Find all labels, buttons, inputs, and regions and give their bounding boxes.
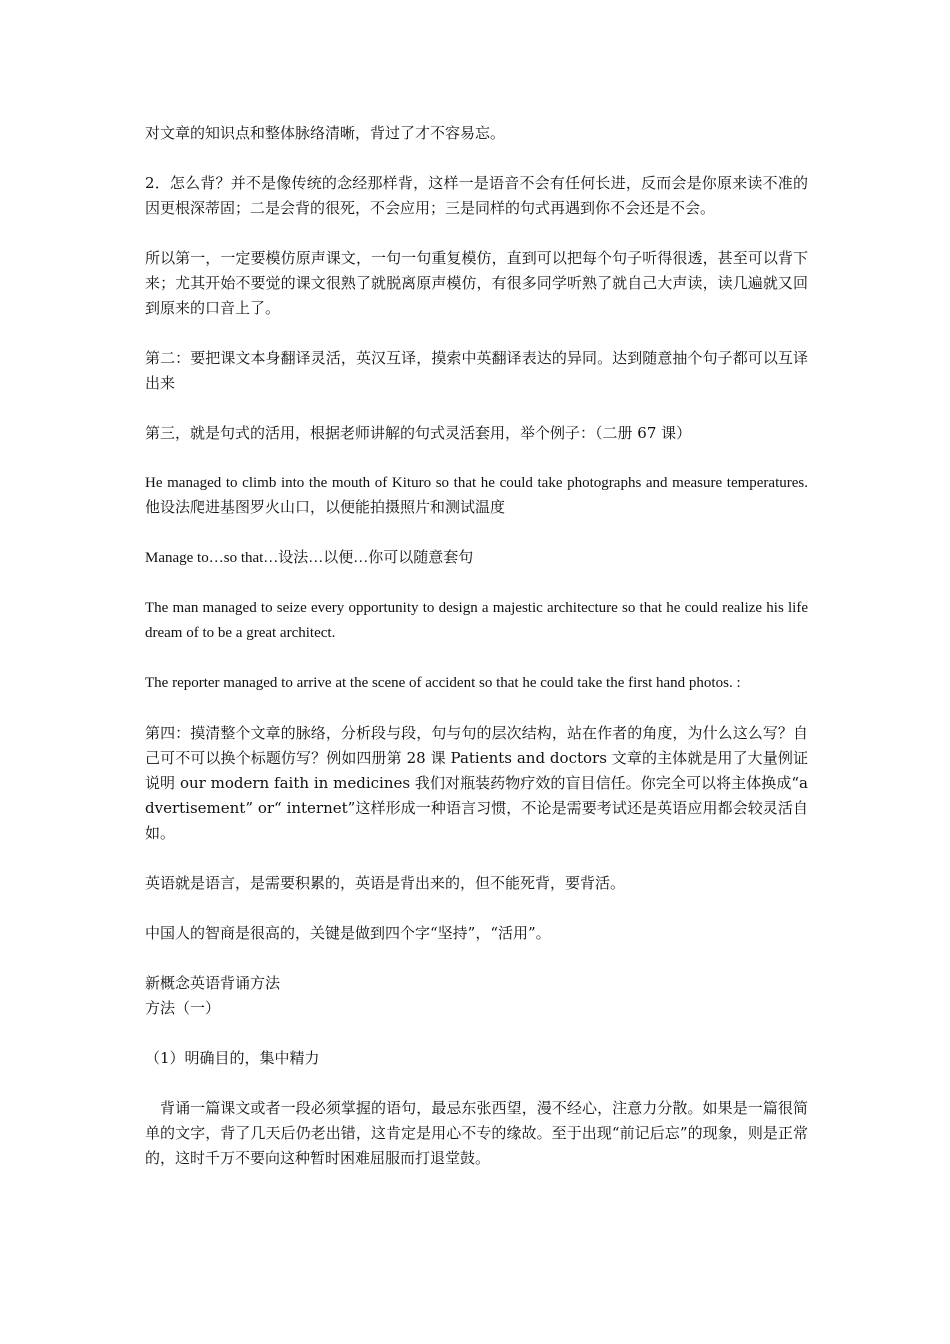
sentence-pattern: Manage to…so that…设法…以便…你可以随意套句 <box>145 550 474 566</box>
section-heading: 新概念英语背诵方法 <box>145 974 281 992</box>
paragraph: 中国人的智商是很高的，关键是做到四个字“坚持”，“活用”。 <box>145 924 551 942</box>
paragraph: 第四：摸清整个文章的脉络，分析段与段，句与句的层次结构，站在作者的角度，为什么这么写？自己可不可以换个标题仿写？例如四册第 28 课 Patients and doctors 文章的主体就是用了大量例证说明 our modern faith in medicines 我们对瓶装药物疗效的盲目信任。你完全可以将主体换成“advertisement” or“ internet”这样形成一种语言习惯，不论是需要考试还是英语应用都会较灵活自如。 <box>145 724 808 842</box>
example-sentence: He managed to climb into the mouth of Kituro so that he could take photographs and measure temperatures.他设法爬进基图罗火山口，以便能拍摄照片和测试温度 <box>145 475 808 516</box>
example-sentence: The man managed to seize every opportunity to design a majestic architecture so that he could realize his life dream of to be a great architect. <box>145 600 808 641</box>
subsection-heading: 方法（一） <box>145 999 221 1017</box>
paragraph: 背诵一篇课文或者一段必须掌握的语句，最忌东张西望，漫不经心，注意力分散。如果是一篇很简单的文字，背了几天后仍老出错，这肯定是用心不专的缘故。至于出现“前记后忘”的现象，则是正常的，这时千万不要向这种暂时困难屈服而打退堂鼓。 <box>145 1099 808 1167</box>
paragraph: 2．怎么背？并不是像传统的念经那样背，这样一是语音不会有任何长进，反而会是你原来读不准的因更根深蒂固；二是会背的很死，不会应用；三是同样的句式再遇到你不会还是不会。 <box>145 174 808 217</box>
paragraph: 第二：要把课文本身翻译灵活，英汉互译，摸索中英翻译表达的异同。达到随意抽个句子都可以互译出来 <box>145 349 808 392</box>
paragraph: 对文章的知识点和整体脉络清晰，背过了才不容易忘。 <box>145 124 506 142</box>
paragraph: 英语就是语言，是需要积累的，英语是背出来的，但不能死背，要背活。 <box>145 874 626 892</box>
step-heading: （1）明确目的，集中精力 <box>145 1049 320 1067</box>
paragraph: 第三，就是句式的活用，根据老师讲解的句式灵活套用，举个例子：（二册 67 课） <box>145 424 692 442</box>
document-body <box>145 121 808 1196</box>
paragraph: 所以第一，一定要模仿原声课文，一句一句重复模仿，直到可以把每个句子听得很透，甚至可以背下来；尤其开始不要觉的课文很熟了就脱离原声模仿，有很多同学听熟了就自己大声读，读几遍就又回到原来的口音上了。 <box>145 249 808 317</box>
example-sentence: The reporter managed to arrive at the scene of accident so that he could take the first hand photos. : <box>145 675 741 691</box>
